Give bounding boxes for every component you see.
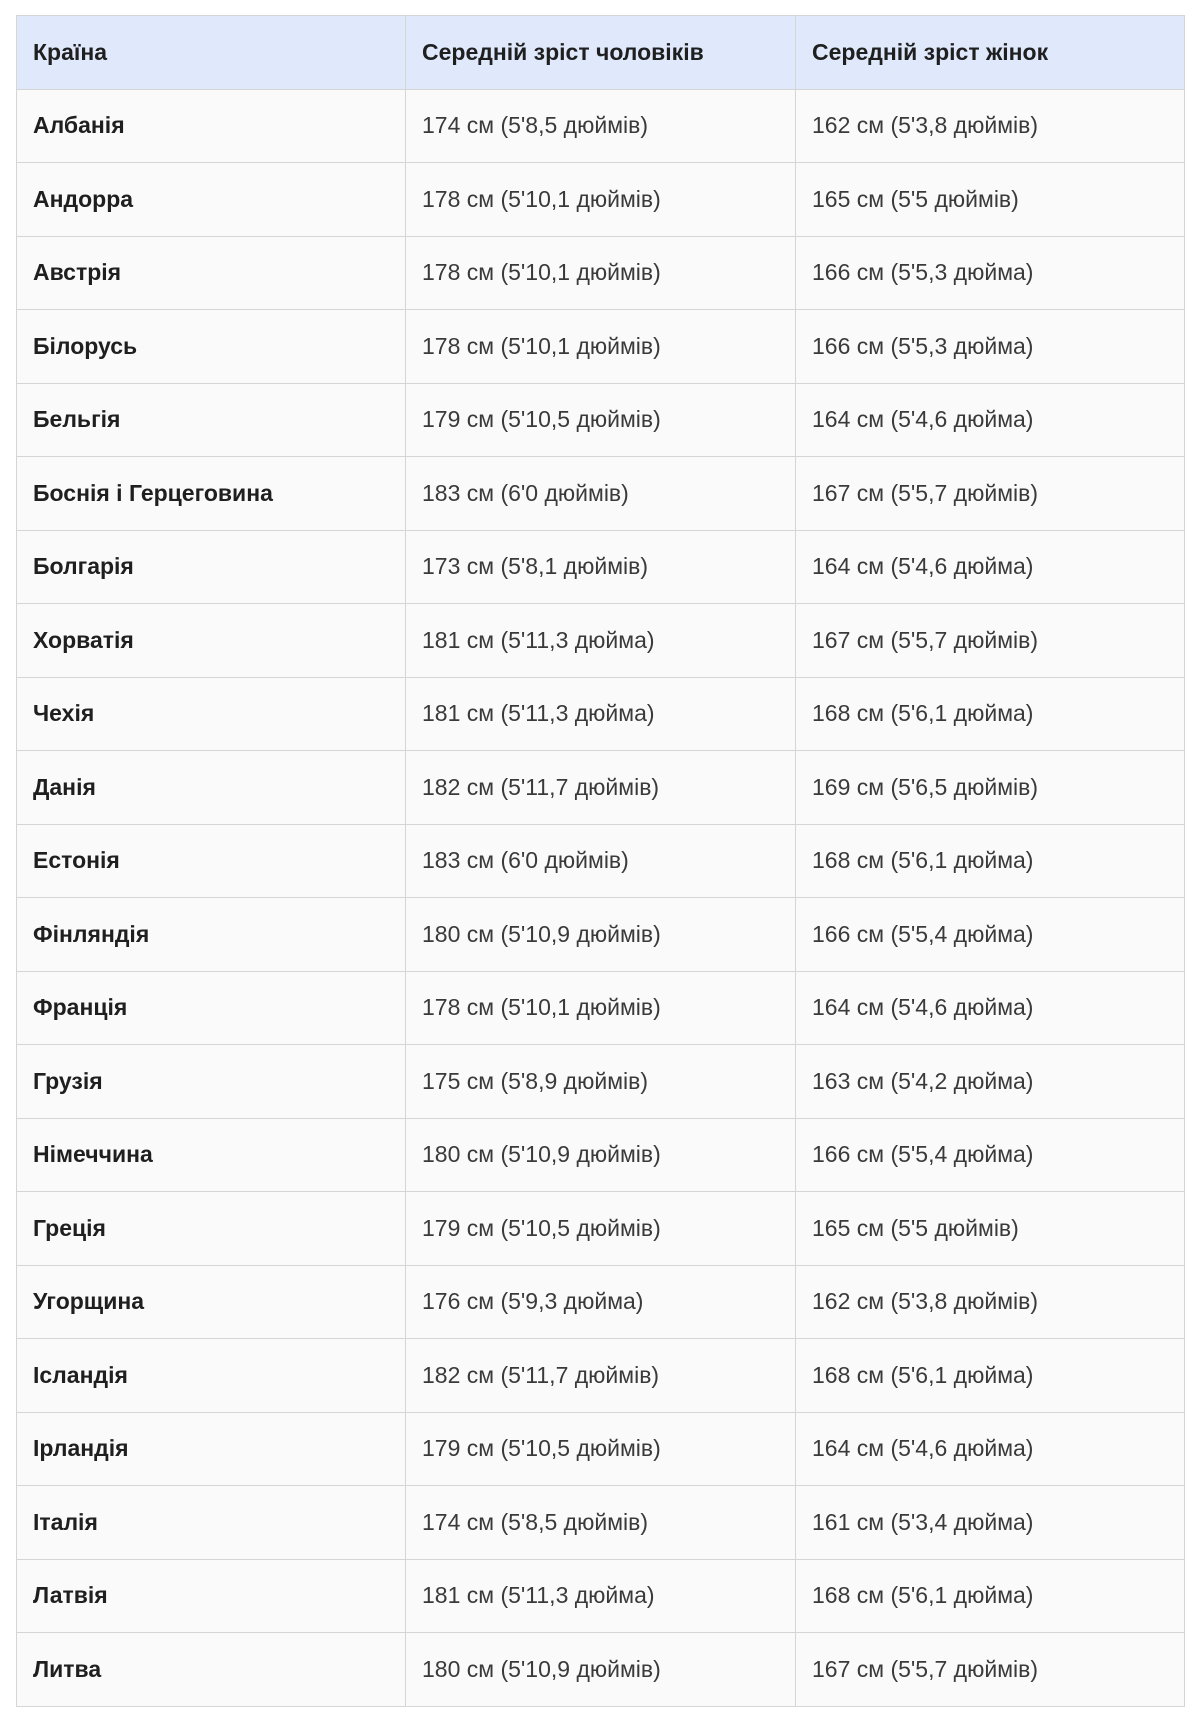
- country-cell: Латвія: [17, 1559, 406, 1633]
- men-height-cell: 175 см (5'8,9 дюймів): [406, 1045, 796, 1119]
- men-height-cell: 176 см (5'9,3 дюйма): [406, 1265, 796, 1339]
- table-row: [17, 1118, 1185, 1192]
- table-row: [17, 1412, 1185, 1486]
- men-height-cell: 180 см (5'10,9 дюймів): [406, 1118, 796, 1192]
- table-body: [17, 89, 1185, 1706]
- country-cell: Ірландія: [17, 1412, 406, 1486]
- country-cell: Грузія: [17, 1045, 406, 1119]
- country-cell: Естонія: [17, 824, 406, 898]
- table-row: [17, 530, 1185, 604]
- country-cell: Хорватія: [17, 604, 406, 678]
- header-country: Країна: [17, 16, 406, 90]
- country-cell: Литва: [17, 1633, 406, 1707]
- table-row: [17, 1192, 1185, 1266]
- height-table-container: [16, 15, 1184, 1707]
- table-row: [17, 457, 1185, 531]
- men-height-cell: 174 см (5'8,5 дюймів): [406, 1486, 796, 1560]
- women-height-cell: 168 см (5'6,1 дюйма): [796, 1559, 1185, 1633]
- men-height-cell: 173 см (5'8,1 дюймів): [406, 530, 796, 604]
- country-cell: Андорра: [17, 163, 406, 237]
- country-cell: Албанія: [17, 89, 406, 163]
- country-cell: Болгарія: [17, 530, 406, 604]
- height-table: [16, 15, 1185, 1707]
- women-height-cell: 166 см (5'5,4 дюйма): [796, 898, 1185, 972]
- men-height-cell: 181 см (5'11,3 дюйма): [406, 677, 796, 751]
- country-cell: Білорусь: [17, 310, 406, 384]
- women-height-cell: 168 см (5'6,1 дюйма): [796, 1339, 1185, 1413]
- women-height-cell: 165 см (5'5 дюймів): [796, 1192, 1185, 1266]
- women-height-cell: 164 см (5'4,6 дюйма): [796, 1412, 1185, 1486]
- women-height-cell: 167 см (5'5,7 дюймів): [796, 604, 1185, 678]
- table-row: [17, 1045, 1185, 1119]
- women-height-cell: 162 см (5'3,8 дюймів): [796, 89, 1185, 163]
- men-height-cell: 179 см (5'10,5 дюймів): [406, 1412, 796, 1486]
- table-row: [17, 1486, 1185, 1560]
- header-women-height: Середній зріст жінок: [796, 16, 1185, 90]
- table-row: [17, 971, 1185, 1045]
- women-height-cell: 169 см (5'6,5 дюймів): [796, 751, 1185, 825]
- men-height-cell: 178 см (5'10,1 дюймів): [406, 236, 796, 310]
- women-height-cell: 165 см (5'5 дюймів): [796, 163, 1185, 237]
- men-height-cell: 183 см (6'0 дюймів): [406, 824, 796, 898]
- table-row: [17, 1339, 1185, 1413]
- table-row: [17, 236, 1185, 310]
- men-height-cell: 182 см (5'11,7 дюймів): [406, 1339, 796, 1413]
- country-cell: Італія: [17, 1486, 406, 1560]
- women-height-cell: 167 см (5'5,7 дюймів): [796, 1633, 1185, 1707]
- women-height-cell: 164 см (5'4,6 дюйма): [796, 530, 1185, 604]
- men-height-cell: 181 см (5'11,3 дюйма): [406, 1559, 796, 1633]
- country-cell: Боснія і Герцеговина: [17, 457, 406, 531]
- table-row: [17, 898, 1185, 972]
- country-cell: Ісландія: [17, 1339, 406, 1413]
- country-cell: Греція: [17, 1192, 406, 1266]
- women-height-cell: 168 см (5'6,1 дюйма): [796, 824, 1185, 898]
- women-height-cell: 168 см (5'6,1 дюйма): [796, 677, 1185, 751]
- women-height-cell: 166 см (5'5,4 дюйма): [796, 1118, 1185, 1192]
- men-height-cell: 178 см (5'10,1 дюймів): [406, 310, 796, 384]
- men-height-cell: 178 см (5'10,1 дюймів): [406, 971, 796, 1045]
- men-height-cell: 180 см (5'10,9 дюймів): [406, 1633, 796, 1707]
- country-cell: Австрія: [17, 236, 406, 310]
- men-height-cell: 178 см (5'10,1 дюймів): [406, 163, 796, 237]
- table-row: [17, 824, 1185, 898]
- table-row: [17, 751, 1185, 825]
- country-cell: Фінляндія: [17, 898, 406, 972]
- header-row: [17, 16, 1185, 90]
- women-height-cell: 163 см (5'4,2 дюйма): [796, 1045, 1185, 1119]
- women-height-cell: 166 см (5'5,3 дюйма): [796, 236, 1185, 310]
- table-row: [17, 677, 1185, 751]
- men-height-cell: 179 см (5'10,5 дюймів): [406, 1192, 796, 1266]
- women-height-cell: 164 см (5'4,6 дюйма): [796, 383, 1185, 457]
- table-row: [17, 1559, 1185, 1633]
- country-cell: Бельгія: [17, 383, 406, 457]
- men-height-cell: 179 см (5'10,5 дюймів): [406, 383, 796, 457]
- country-cell: Німеччина: [17, 1118, 406, 1192]
- table-row: [17, 604, 1185, 678]
- country-cell: Франція: [17, 971, 406, 1045]
- men-height-cell: 174 см (5'8,5 дюймів): [406, 89, 796, 163]
- women-height-cell: 164 см (5'4,6 дюйма): [796, 971, 1185, 1045]
- table-row: [17, 310, 1185, 384]
- table-row: [17, 383, 1185, 457]
- women-height-cell: 162 см (5'3,8 дюймів): [796, 1265, 1185, 1339]
- table-row: [17, 163, 1185, 237]
- table-row: [17, 1633, 1185, 1707]
- men-height-cell: 183 см (6'0 дюймів): [406, 457, 796, 531]
- men-height-cell: 181 см (5'11,3 дюйма): [406, 604, 796, 678]
- men-height-cell: 182 см (5'11,7 дюймів): [406, 751, 796, 825]
- header-men-height: Середній зріст чоловіків: [406, 16, 796, 90]
- women-height-cell: 166 см (5'5,3 дюйма): [796, 310, 1185, 384]
- women-height-cell: 167 см (5'5,7 дюймів): [796, 457, 1185, 531]
- men-height-cell: 180 см (5'10,9 дюймів): [406, 898, 796, 972]
- table-row: [17, 89, 1185, 163]
- country-cell: Чехія: [17, 677, 406, 751]
- country-cell: Угорщина: [17, 1265, 406, 1339]
- table-header: [17, 16, 1185, 90]
- women-height-cell: 161 см (5'3,4 дюйма): [796, 1486, 1185, 1560]
- table-row: [17, 1265, 1185, 1339]
- country-cell: Данія: [17, 751, 406, 825]
